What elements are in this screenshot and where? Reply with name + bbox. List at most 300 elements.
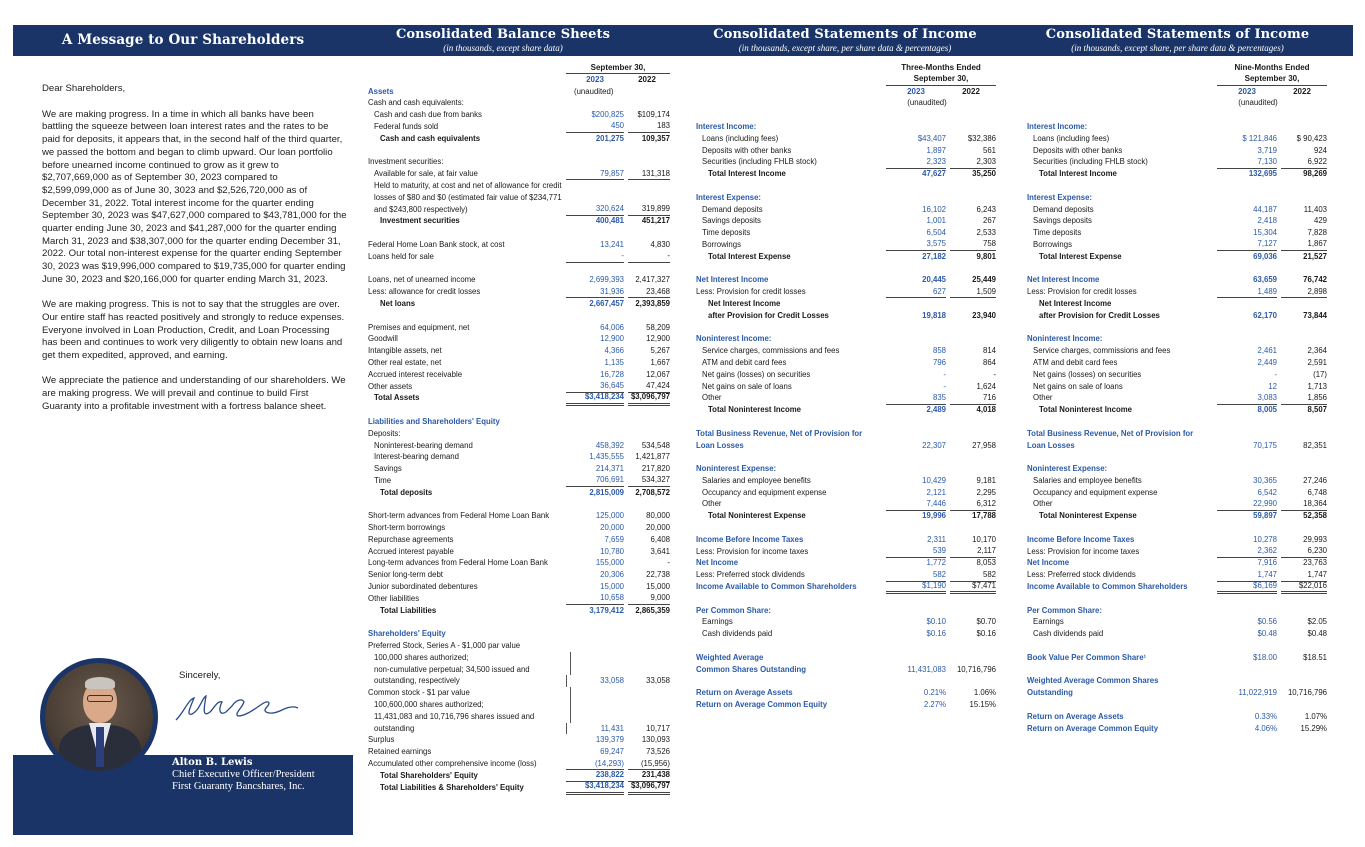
- is9-label-tni: Total Noninterest Income: [1039, 405, 1132, 415]
- bs-label-accrued: Accrued interest receivable: [368, 369, 463, 379]
- spacer: [1027, 640, 1327, 652]
- is3-value-2022-demand: 6,243: [976, 204, 996, 214]
- bs-value-2022-other-liab: 9,000: [628, 592, 670, 605]
- is3-row-borrow: [696, 239, 996, 251]
- income-3m-title: Consolidated Statements of Income: [713, 27, 977, 42]
- is3-row-tbr1: [696, 428, 996, 440]
- bs-label-time: Time: [374, 475, 392, 485]
- is3-label-dep-banks: Deposits with other banks: [702, 145, 792, 155]
- is3-value-2023-time: 6,504: [926, 228, 946, 238]
- bs-label-htm3: and $243,800 respectively): [374, 204, 468, 214]
- bs-row-com3: [368, 723, 670, 735]
- bs-value-2023-acc-int-pay: 10,780: [600, 546, 624, 556]
- bs-value-2022-aoci: (15,956): [628, 758, 670, 771]
- is9-value-2022-time: 7,828: [1307, 228, 1327, 238]
- is9-value-2023-prov: 1,489: [1217, 286, 1277, 299]
- is9-year-header: [1027, 86, 1327, 98]
- is9-row-roa: [1027, 711, 1327, 723]
- bs-value-2022-accrued: 12,067: [646, 369, 670, 379]
- bs-label-loans: Loans, net of unearned income: [368, 275, 476, 285]
- is3-value-2022-roe: 15.15%: [969, 700, 996, 710]
- is9-value-2023-borrow: 7,127: [1217, 238, 1277, 251]
- bs-row-total-liab: [368, 605, 670, 617]
- is3-value-2022-svc: 814: [982, 346, 996, 356]
- bs-label-lhfs: Loans held for sale: [368, 251, 434, 261]
- bs-value-2023-inv-total: 400,481: [595, 216, 624, 226]
- bs-row-other-assets: [368, 381, 670, 393]
- is9-period-header-2: [1027, 74, 1327, 86]
- is9-row-tii: [1027, 168, 1327, 180]
- is3-label-borrow: Borrowings: [702, 239, 741, 249]
- bs-value-2023-repo: 7,659: [604, 534, 624, 544]
- is9-row-wavg1: [1027, 675, 1327, 687]
- is9-label-bv: Book Value Per Common Share¹: [1027, 652, 1147, 662]
- is3-label-wavg2: Common Shares Outstanding: [696, 664, 807, 674]
- is3-row-tax: [696, 546, 996, 558]
- is3-value-2023-tne: 19,996: [922, 511, 946, 521]
- spacer: [1027, 522, 1327, 534]
- empty-cell: [890, 463, 950, 475]
- is3-value-2022-other: 716: [950, 392, 996, 405]
- is3-value-2023-wavg2: 11,431,083: [907, 664, 946, 674]
- is9-value-2023-roa: 0.33%: [1254, 711, 1277, 721]
- is9-row-div: [1027, 628, 1327, 640]
- is9-value-2022-wavg2: 10,716,796: [1287, 688, 1327, 698]
- bs-row-liab-eq: [368, 416, 670, 428]
- bs-row-deposits: [368, 428, 670, 440]
- empty-cell: [890, 298, 950, 310]
- bs-row-com1: [368, 699, 670, 711]
- is9-label-nii-after2: after Provision for Credit Losses: [1039, 310, 1160, 320]
- is3-row-nonie: [696, 463, 996, 475]
- is3-value-2023-savings: 1,001: [926, 216, 946, 226]
- is9-label-savings: Savings deposits: [1033, 216, 1092, 226]
- is9-value-2023-nii: 63,659: [1253, 275, 1277, 285]
- is9-label-other: Other: [1033, 393, 1053, 403]
- is3-row-other: [696, 392, 996, 404]
- is9-row-atm: [1027, 357, 1327, 369]
- is9-label-atm: ATM and debit card fees: [1033, 357, 1118, 367]
- is9-value-2022-eps: $2.05: [1307, 617, 1327, 627]
- empty-cell: [570, 664, 628, 676]
- is9-value-2022-gains-sec: (17): [1313, 369, 1327, 379]
- is3-label-prov: Less: Provision for credit losses: [696, 287, 806, 297]
- bs-value-2023-savings: 214,371: [595, 464, 624, 474]
- bs-row-junior: [368, 581, 670, 593]
- bs-value-2022-allow: 23,468: [628, 286, 670, 299]
- bs-label-inv-sec: Investment securities:: [368, 157, 444, 167]
- spacer: [696, 263, 996, 275]
- is3-value-2023-nii: 20,445: [922, 275, 946, 285]
- bs-row-htm2: [368, 192, 670, 204]
- is9-row-loans: [1027, 133, 1327, 145]
- is3-label-tie: Total Interest Expense: [708, 251, 791, 261]
- bs-row-cash-total: [368, 133, 670, 145]
- is9-label-wavg1: Weighted Average Common Shares: [1027, 676, 1159, 686]
- is3-unaudited-label: (unaudited): [907, 98, 947, 108]
- bs-label-sh-eq: Shareholders' Equity: [368, 629, 446, 639]
- is3-value-2022-gains-loans: 1,624: [976, 381, 996, 391]
- spacer: [1027, 109, 1327, 121]
- bs-label-total-dep: Total deposits: [380, 487, 433, 497]
- bs-label-senior: Senior long-term debt: [368, 570, 443, 580]
- is9-row-demand: [1027, 204, 1327, 216]
- spacer: [696, 109, 996, 121]
- bs-value-2023-junior: 15,000: [600, 582, 624, 592]
- is9-row-gains-sec: [1027, 369, 1327, 381]
- is9-value-2022-tne: 52,358: [1303, 511, 1327, 521]
- is9-label-tax: Less: Provision for income taxes: [1027, 546, 1140, 556]
- is3-row-wavg2: [696, 664, 996, 676]
- bs-label-inv-total: Investment securities: [380, 216, 460, 226]
- is9-label-tbr1: Total Business Revenue, Net of Provision for: [1027, 428, 1194, 438]
- is9-label-borrow: Borrowings: [1033, 239, 1072, 249]
- is3-value-2023-tax: 539: [886, 545, 946, 558]
- is3-value-2023-ibt: 2,311: [927, 534, 946, 544]
- is9-row-tni: [1027, 404, 1327, 416]
- spacer: [368, 616, 670, 628]
- bs-value-2023-fhlb: 13,241: [600, 239, 624, 249]
- bs-rows: [368, 97, 670, 793]
- spacer: [696, 322, 996, 334]
- is3-row-div: [696, 628, 996, 640]
- empty-cell: [1221, 333, 1281, 345]
- is3-row-dep-banks: [696, 145, 996, 157]
- is9-value-2022-tax: 6,230: [1281, 545, 1327, 558]
- spacer: [696, 522, 996, 534]
- bs-label-afs: Available for sale, at fair value: [374, 169, 478, 179]
- is3-value-2023-secs: 2,323: [886, 156, 946, 169]
- bs-value-2022-pref3: 33,058: [646, 676, 670, 686]
- bs-value-2023-surplus: 139,379: [595, 735, 624, 745]
- bs-row-premises: [368, 322, 670, 334]
- bs-value-2022-total-liab: 2,865,359: [635, 605, 670, 615]
- is3-value-2023-salaries: 10,429: [922, 475, 946, 485]
- is9-row-occupancy: [1027, 487, 1327, 499]
- bs-value-2022-total-assets: $3,096,797: [628, 391, 670, 406]
- is3-label-eps: Earnings: [702, 617, 733, 627]
- is9-value-2023-eps: $0.56: [1257, 617, 1277, 627]
- bs-unaudited: [368, 86, 670, 98]
- is9-period-2: September 30,: [1217, 73, 1327, 86]
- is9-row-time: [1027, 227, 1327, 239]
- empty-cell: [570, 628, 628, 640]
- is9-value-2022-loans: $ 90,423: [1296, 133, 1327, 143]
- bs-value-2022-surplus: 130,093: [641, 735, 670, 745]
- is3-value-2023-svc: 858: [932, 346, 946, 356]
- bs-value-2022-cash-total: 109,357: [641, 133, 670, 143]
- is9-label-gains-sec: Net gains (losses) on securities: [1033, 369, 1142, 379]
- bs-value-2022-lt-fhlb: -: [667, 558, 670, 568]
- bs-label-pref3: outstanding, respectively: [374, 676, 460, 686]
- is3-value-2022-other-e: 6,312: [950, 498, 996, 511]
- letter-paragraph-1: We are making progress. In a time in which all banks have been battling the squeeze between loan interest rates and the rates to be paid for deposits, it appears that, in the second half of the third quarter, we passed the bottom and began to climb upward. Our loan portfolio before unearned income continued to grow as it grew to $2,707,669,000 as of September 30, 2023 compared to $2,599,099,000 as of June 30, 3023 and $2,526,720,000 as of December 31, 2022. Total interest income for the quarter ending September 30, 2023 was $47,627,000 compared to $43,781,000 for the quarter ending June 30, 2023 and $41,287,000 for the quarter ending March 31, 2023 and $38,307,000 for the quarter ending December 31, 2022. Our total non-interest expense for the quarter ending September 30, 2023 was $19,996,000 compared to $19,735,000 for quarter ending June 30, 2023 and $20,166,000 for quarter ending March 31, 2023.: [42, 108, 347, 285]
- bs-row-surplus: [368, 734, 670, 746]
- is9-row-prov: [1027, 286, 1327, 298]
- is3-value-2022-tii: 35,250: [972, 169, 996, 179]
- bs-label-savings: Savings: [374, 464, 402, 474]
- is3-year-2023: 2023: [907, 86, 925, 96]
- is9-value-2022-bv: $18.51: [1303, 652, 1327, 662]
- balance-sheet-header: [363, 27, 643, 58]
- bs-label-htm1: Held to maturity, at cost and net of allowance for credit: [374, 180, 562, 190]
- empty-cell: [1221, 605, 1281, 617]
- portrait-tie: [96, 727, 104, 767]
- is3-row-svc: [696, 345, 996, 357]
- bs-label-aoci: Accumulated other comprehensive income (loss): [368, 759, 537, 769]
- empty-cell: [1221, 121, 1281, 133]
- is9-row-secs: [1027, 156, 1327, 168]
- bs-label-com3: outstanding: [374, 723, 415, 733]
- is9-value-2023-other: 3,083: [1217, 392, 1277, 405]
- bs-row-oreo: [368, 357, 670, 369]
- bs-label-pref1: 100,000 shares authorized;: [374, 652, 469, 662]
- empty-cell: [570, 192, 628, 204]
- is3-value-2022-tax: 2,117: [950, 545, 996, 558]
- is9-value-2023-tie: 69,036: [1253, 251, 1277, 261]
- bs-value-2022-nib: 534,548: [641, 440, 670, 450]
- is9-row-nii: [1027, 274, 1327, 286]
- is9-value-2022-other-e: 18,364: [1281, 498, 1327, 511]
- bs-row-sh-eq: [368, 628, 670, 640]
- balance-sheet-subtitle: (in thousands, except share data): [443, 43, 563, 53]
- bs-label-other-assets: Other assets: [368, 381, 413, 391]
- bs-label-common: Common stock - $1 par value: [368, 688, 470, 698]
- is9-label-div: Cash dividends paid: [1033, 629, 1104, 639]
- bs-value-2023-htm3: 320,624: [566, 203, 624, 216]
- bs-label-st-fhlb: Short-term advances from Federal Home Loan Bank: [368, 511, 550, 521]
- is9-value-2023-common-inc: $6,169: [1217, 580, 1277, 595]
- shareholder-letter: [42, 83, 347, 426]
- is3-label-roa: Return on Average Assets: [696, 688, 793, 698]
- is9-rows: [1027, 109, 1327, 734]
- bs-label-total-sh: Total Shareholders' Equity: [380, 770, 478, 780]
- bs-label-htm2: losses of $80 and $0 (estimated fair value of $234,771: [374, 192, 562, 202]
- portrait-hair: [85, 677, 115, 689]
- is9-row-borrow: [1027, 239, 1327, 251]
- bs-value-2022-acc-int-pay: 3,641: [650, 546, 670, 556]
- bs-value-2022-st-borrow: 20,000: [646, 523, 670, 533]
- is3-value-2022-nii: 25,449: [972, 275, 996, 285]
- empty-cell: [890, 192, 950, 204]
- is3-label-nonie: Noninterest Expense:: [696, 464, 777, 474]
- is9-label-dep-banks: Deposits with other banks: [1033, 145, 1123, 155]
- is9-row-nonie: [1027, 463, 1327, 475]
- is9-row-common-inc: [1027, 581, 1327, 593]
- bs-row-allow: [368, 286, 670, 298]
- bs-assets-heading: Assets: [368, 86, 394, 96]
- is9-value-2023-gains-sec: -: [1274, 369, 1277, 379]
- is3-row-ni: [696, 557, 996, 569]
- is9-row-other: [1027, 392, 1327, 404]
- bs-row-intang: [368, 345, 670, 357]
- bs-row-savings: [368, 463, 670, 475]
- is3-label-other-e: Other: [702, 499, 722, 509]
- is9-row-tax: [1027, 546, 1327, 558]
- is3-value-2022-prov: 1,509: [950, 286, 996, 299]
- bs-value-2023-retained: 69,247: [600, 747, 624, 757]
- spacer: [696, 451, 996, 463]
- is9-label-roe: Return on Average Common Equity: [1027, 723, 1159, 733]
- is9-row-tbr2: [1027, 440, 1327, 452]
- is3-row-gains-sec: [696, 369, 996, 381]
- is9-label-pcs: Per Common Share:: [1027, 605, 1102, 615]
- empty-cell: [1221, 192, 1281, 204]
- income-3m-header: [690, 27, 1000, 58]
- is3-value-2023-other: 835: [886, 392, 946, 405]
- is3-year-header: [696, 86, 996, 98]
- empty-cell: [890, 605, 950, 617]
- is9-label-tie: Total Interest Expense: [1039, 251, 1122, 261]
- is9-label-demand: Demand deposits: [1033, 204, 1094, 214]
- bs-label-total-assets: Total Assets: [374, 393, 420, 403]
- bs-row-inv-sec: [368, 156, 670, 168]
- empty-cell: [570, 652, 628, 664]
- letter-paragraph-2: We are making progress. This is not to say that the struggles are over. Our entire staff has reacted positively and strongly to reduce expenses. Everyone involved in Loan Production, Credit, and Loan Processing has been and continues to work very diligently to obtain new loans and get them expedited, approved, and earning.: [42, 299, 345, 362]
- is3-row-wavg1: [696, 652, 996, 664]
- bs-value-2022-goodwill: 12,900: [646, 334, 670, 344]
- bs-label-pref: Preferred Stock, Series A - $1,000 par value: [368, 641, 521, 651]
- bs-label-acc-int-pay: Accrued interest payable: [368, 546, 454, 556]
- bs-year-header: [368, 74, 670, 86]
- is9-label-occupancy: Occupancy and equipment expense: [1033, 487, 1158, 497]
- is3-label-time: Time deposits: [702, 228, 751, 238]
- income-3m: [696, 62, 996, 711]
- bs-value-2023-oreo: 1,135: [604, 357, 624, 367]
- bs-label-cash-total: Cash and cash equivalents: [380, 133, 481, 143]
- is9-value-2022-tni: 8,507: [1307, 405, 1327, 415]
- bs-value-2022-total-dep: 2,708,572: [635, 487, 670, 497]
- bs-value-2023-afs: 79,857: [566, 168, 624, 181]
- bs-value-2022-fed-funds: 183: [628, 120, 670, 133]
- bs-row-total-assets: [368, 392, 670, 404]
- signer-title: Chief Executive Officer/President: [172, 769, 315, 780]
- is9-row-tne: [1027, 510, 1327, 522]
- is9-period-header-1: [1027, 62, 1327, 74]
- is3-row-loans: [696, 133, 996, 145]
- bs-value-2023-net-loans: 2,667,457: [589, 298, 624, 308]
- is3-value-2022-tne: 17,788: [972, 511, 996, 521]
- bs-row-htm3: [368, 204, 670, 216]
- bs-row-pref2: [368, 664, 670, 676]
- is3-row-tii: [696, 168, 996, 180]
- bs-row-total-le: [368, 782, 670, 794]
- is9-value-2023-pref-div: 1,747: [1217, 569, 1277, 582]
- is3-value-2022-gains-sec: -: [993, 369, 996, 379]
- is3-label-ibt: Income Before Income Taxes: [696, 534, 804, 544]
- is9-value-2023-tbr2: 70,175: [1253, 440, 1277, 450]
- bs-value-2023-fed-funds: 450: [566, 120, 624, 133]
- spacer: [1027, 699, 1327, 711]
- is3-row-ie: [696, 192, 996, 204]
- bs-value-2023-accrued: 16,728: [600, 369, 624, 379]
- bs-value-2023-lt-fhlb: 155,000: [595, 558, 624, 568]
- bs-value-2023-cash-total: 201,275: [595, 133, 624, 143]
- is9-row-nii-after1: [1027, 298, 1327, 310]
- bs-label-pref2: non-cumulative perpetual; 34,500 issued and: [374, 664, 530, 674]
- bs-value-2022-ib: 1,421,877: [635, 452, 670, 462]
- is9-value-2023-other-e: 22,990: [1217, 498, 1277, 511]
- bs-row-pref3: [368, 675, 670, 687]
- empty-cell: [1221, 675, 1281, 687]
- is3-period-2: September 30,: [886, 73, 996, 86]
- is9-label-tne: Total Noninterest Expense: [1039, 511, 1137, 521]
- bs-value-2022-senior: 22,738: [646, 570, 670, 580]
- is3-value-2022-savings: 267: [982, 216, 996, 226]
- is9-row-gains-loans: [1027, 381, 1327, 393]
- is3-row-tbr2: [696, 440, 996, 452]
- is9-value-2023-gains-loans: 12: [1268, 381, 1277, 391]
- is3-label-pcs: Per Common Share:: [696, 605, 771, 615]
- spacer: [696, 675, 996, 687]
- bs-value-2023-total-le: $3,418,234: [566, 780, 624, 795]
- is3-value-2022-tie: 9,801: [976, 251, 996, 261]
- spacer: [696, 593, 996, 605]
- is9-value-2022-other: 1,856: [1281, 392, 1327, 405]
- is9-row-salaries: [1027, 475, 1327, 487]
- is3-label-div: Cash dividends paid: [702, 629, 773, 639]
- is3-value-2023-common-inc: $1,190: [886, 580, 946, 595]
- is3-label-ni: Net Income: [696, 558, 739, 568]
- is9-value-2022-tie: 21,527: [1303, 251, 1327, 261]
- is3-row-tni: [696, 404, 996, 416]
- is9-row-ii: [1027, 121, 1327, 133]
- is9-label-wavg2: Outstanding: [1027, 688, 1073, 698]
- bs-value-2023-intang: 4,366: [604, 346, 624, 356]
- bs-value-2022-total-le: $3,096,797: [628, 780, 670, 795]
- bs-row-fed-funds: [368, 121, 670, 133]
- is3-label-nii-after1: Net Interest Income: [708, 298, 781, 308]
- is9-value-2023-tii: 132,695: [1248, 169, 1277, 179]
- bs-label-oreo: Other real estate, net: [368, 357, 442, 367]
- is9-value-2022-nii-after2: 73,844: [1303, 310, 1327, 320]
- bs-value-2022-repo: 6,408: [650, 534, 670, 544]
- bs-label-goodwill: Goodwill: [368, 334, 398, 344]
- is3-row-atm: [696, 357, 996, 369]
- is3-row-demand: [696, 204, 996, 216]
- bs-row-total-sh: [368, 770, 670, 782]
- is9-value-2023-loans: $ 121,846: [1242, 133, 1277, 143]
- is9-label-roa: Return on Average Assets: [1027, 711, 1124, 721]
- is3-year-2022: 2022: [962, 86, 980, 96]
- is9-row-svc: [1027, 345, 1327, 357]
- is9-label-tii: Total Interest Income: [1039, 169, 1117, 179]
- bs-value-2022-afs: 131,318: [628, 168, 670, 181]
- empty-cell: [890, 121, 950, 133]
- letter-closing: Sincerely,: [179, 670, 221, 681]
- bs-value-2023-ib: 1,435,555: [589, 452, 624, 462]
- is3-unaudited: [696, 97, 996, 109]
- is9-value-2023-time: 15,304: [1253, 228, 1277, 238]
- bs-value-2023-st-fhlb: 125,000: [595, 511, 624, 521]
- is3-value-2023-roa: 0.21%: [923, 688, 946, 698]
- bs-value-2023-goodwill: 12,900: [600, 334, 624, 344]
- bs-value-2023-premises: 64,006: [600, 322, 624, 332]
- is3-label-wavg1: Weighted Average: [696, 652, 764, 662]
- bs-value-2022-inv-total: 451,217: [641, 216, 670, 226]
- ceo-portrait: [40, 658, 158, 776]
- is9-value-2023-ni: 7,916: [1257, 558, 1277, 568]
- is9-label-secs: Securities (including FHLB stock): [1033, 157, 1148, 167]
- bs-label-repo: Repurchase agreements: [368, 534, 454, 544]
- bs-row-st-fhlb: [368, 510, 670, 522]
- bs-row-ib: [368, 451, 670, 463]
- income-9m: [1027, 62, 1327, 734]
- is9-label-nii: Net Interest Income: [1027, 275, 1100, 285]
- balance-sheet: [368, 62, 670, 793]
- is9-row-wavg2: [1027, 687, 1327, 699]
- is9-label-common-inc: Income Available to Common Shareholders: [1027, 582, 1188, 592]
